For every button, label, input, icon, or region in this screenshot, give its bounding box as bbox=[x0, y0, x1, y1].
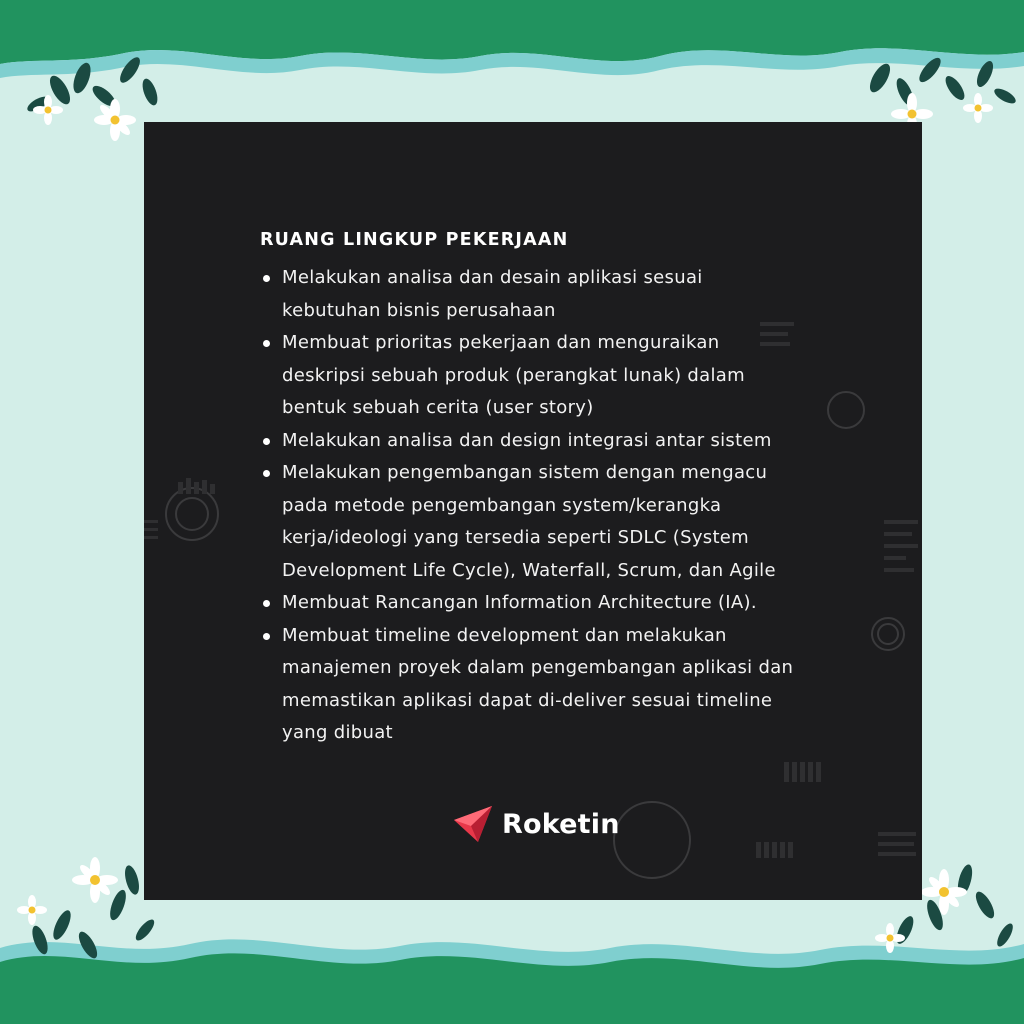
list-item bbox=[260, 262, 830, 327]
bullet-icon bbox=[263, 340, 270, 347]
list-item-line: yang dibuat bbox=[282, 722, 393, 743]
list-item-line: memastikan aplikasi dapat di-deliver sesuai timeline bbox=[282, 689, 773, 711]
list-item-line: kebutuhan bisnis perusahaan bbox=[282, 299, 556, 321]
brand-logo bbox=[452, 804, 620, 844]
list-item bbox=[260, 425, 830, 458]
list-item-line: deskripsi sebuah produk (perangkat lunak) dalam bbox=[282, 364, 745, 386]
list-item-line: pada metode pengembangan system/kerangka bbox=[282, 494, 722, 516]
list-item-line: kerja/ideologi yang tersedia seperti SDLC (System bbox=[282, 527, 750, 548]
list-item-line: Melakukan pengembangan sistem dengan mengacu bbox=[282, 462, 768, 483]
list-item-line: Melakukan analisa dan design integrasi antar sistem bbox=[282, 429, 772, 451]
list-item-line: bentuk sebuah cerita (user story) bbox=[282, 397, 594, 418]
flower-top-left-1 bbox=[94, 99, 136, 141]
list-item bbox=[260, 620, 830, 750]
list-item-line: Membuat timeline development dan melakukan bbox=[282, 624, 727, 646]
bottom-wave-dark bbox=[0, 953, 1024, 1024]
paper-plane-logo-icon bbox=[452, 804, 494, 844]
list-item-line: Development Life Cycle), Waterfall, Scrum, dan Agile bbox=[282, 559, 776, 581]
brand-name: Roketin bbox=[502, 808, 620, 840]
list-item bbox=[260, 327, 830, 425]
bullet-icon bbox=[263, 470, 270, 477]
flower-top-right-2 bbox=[963, 93, 993, 123]
scope-list bbox=[260, 262, 830, 750]
section-heading: RUANG LINGKUP PEKERJAAN bbox=[260, 230, 569, 250]
list-item bbox=[260, 457, 830, 587]
bullet-icon bbox=[263, 633, 270, 640]
list-item-line: Membuat prioritas pekerjaan dan menguraikan bbox=[282, 332, 720, 353]
list-item-line: Melakukan analisa dan desain aplikasi sesuai bbox=[282, 267, 703, 288]
list-item-line: manajemen proyek dalam pengembangan aplikasi dan bbox=[282, 657, 794, 678]
list-item bbox=[260, 587, 830, 620]
bullet-icon bbox=[263, 438, 270, 445]
content-card bbox=[144, 122, 922, 900]
list-item-line: Membuat Rancangan Information Architecture (IA). bbox=[282, 592, 757, 613]
flower-bottom-left-1 bbox=[72, 857, 118, 903]
scope-section bbox=[260, 230, 830, 750]
bullet-icon bbox=[263, 275, 270, 282]
flower-bottom-left-2 bbox=[17, 895, 47, 925]
bullet-icon bbox=[263, 600, 270, 607]
